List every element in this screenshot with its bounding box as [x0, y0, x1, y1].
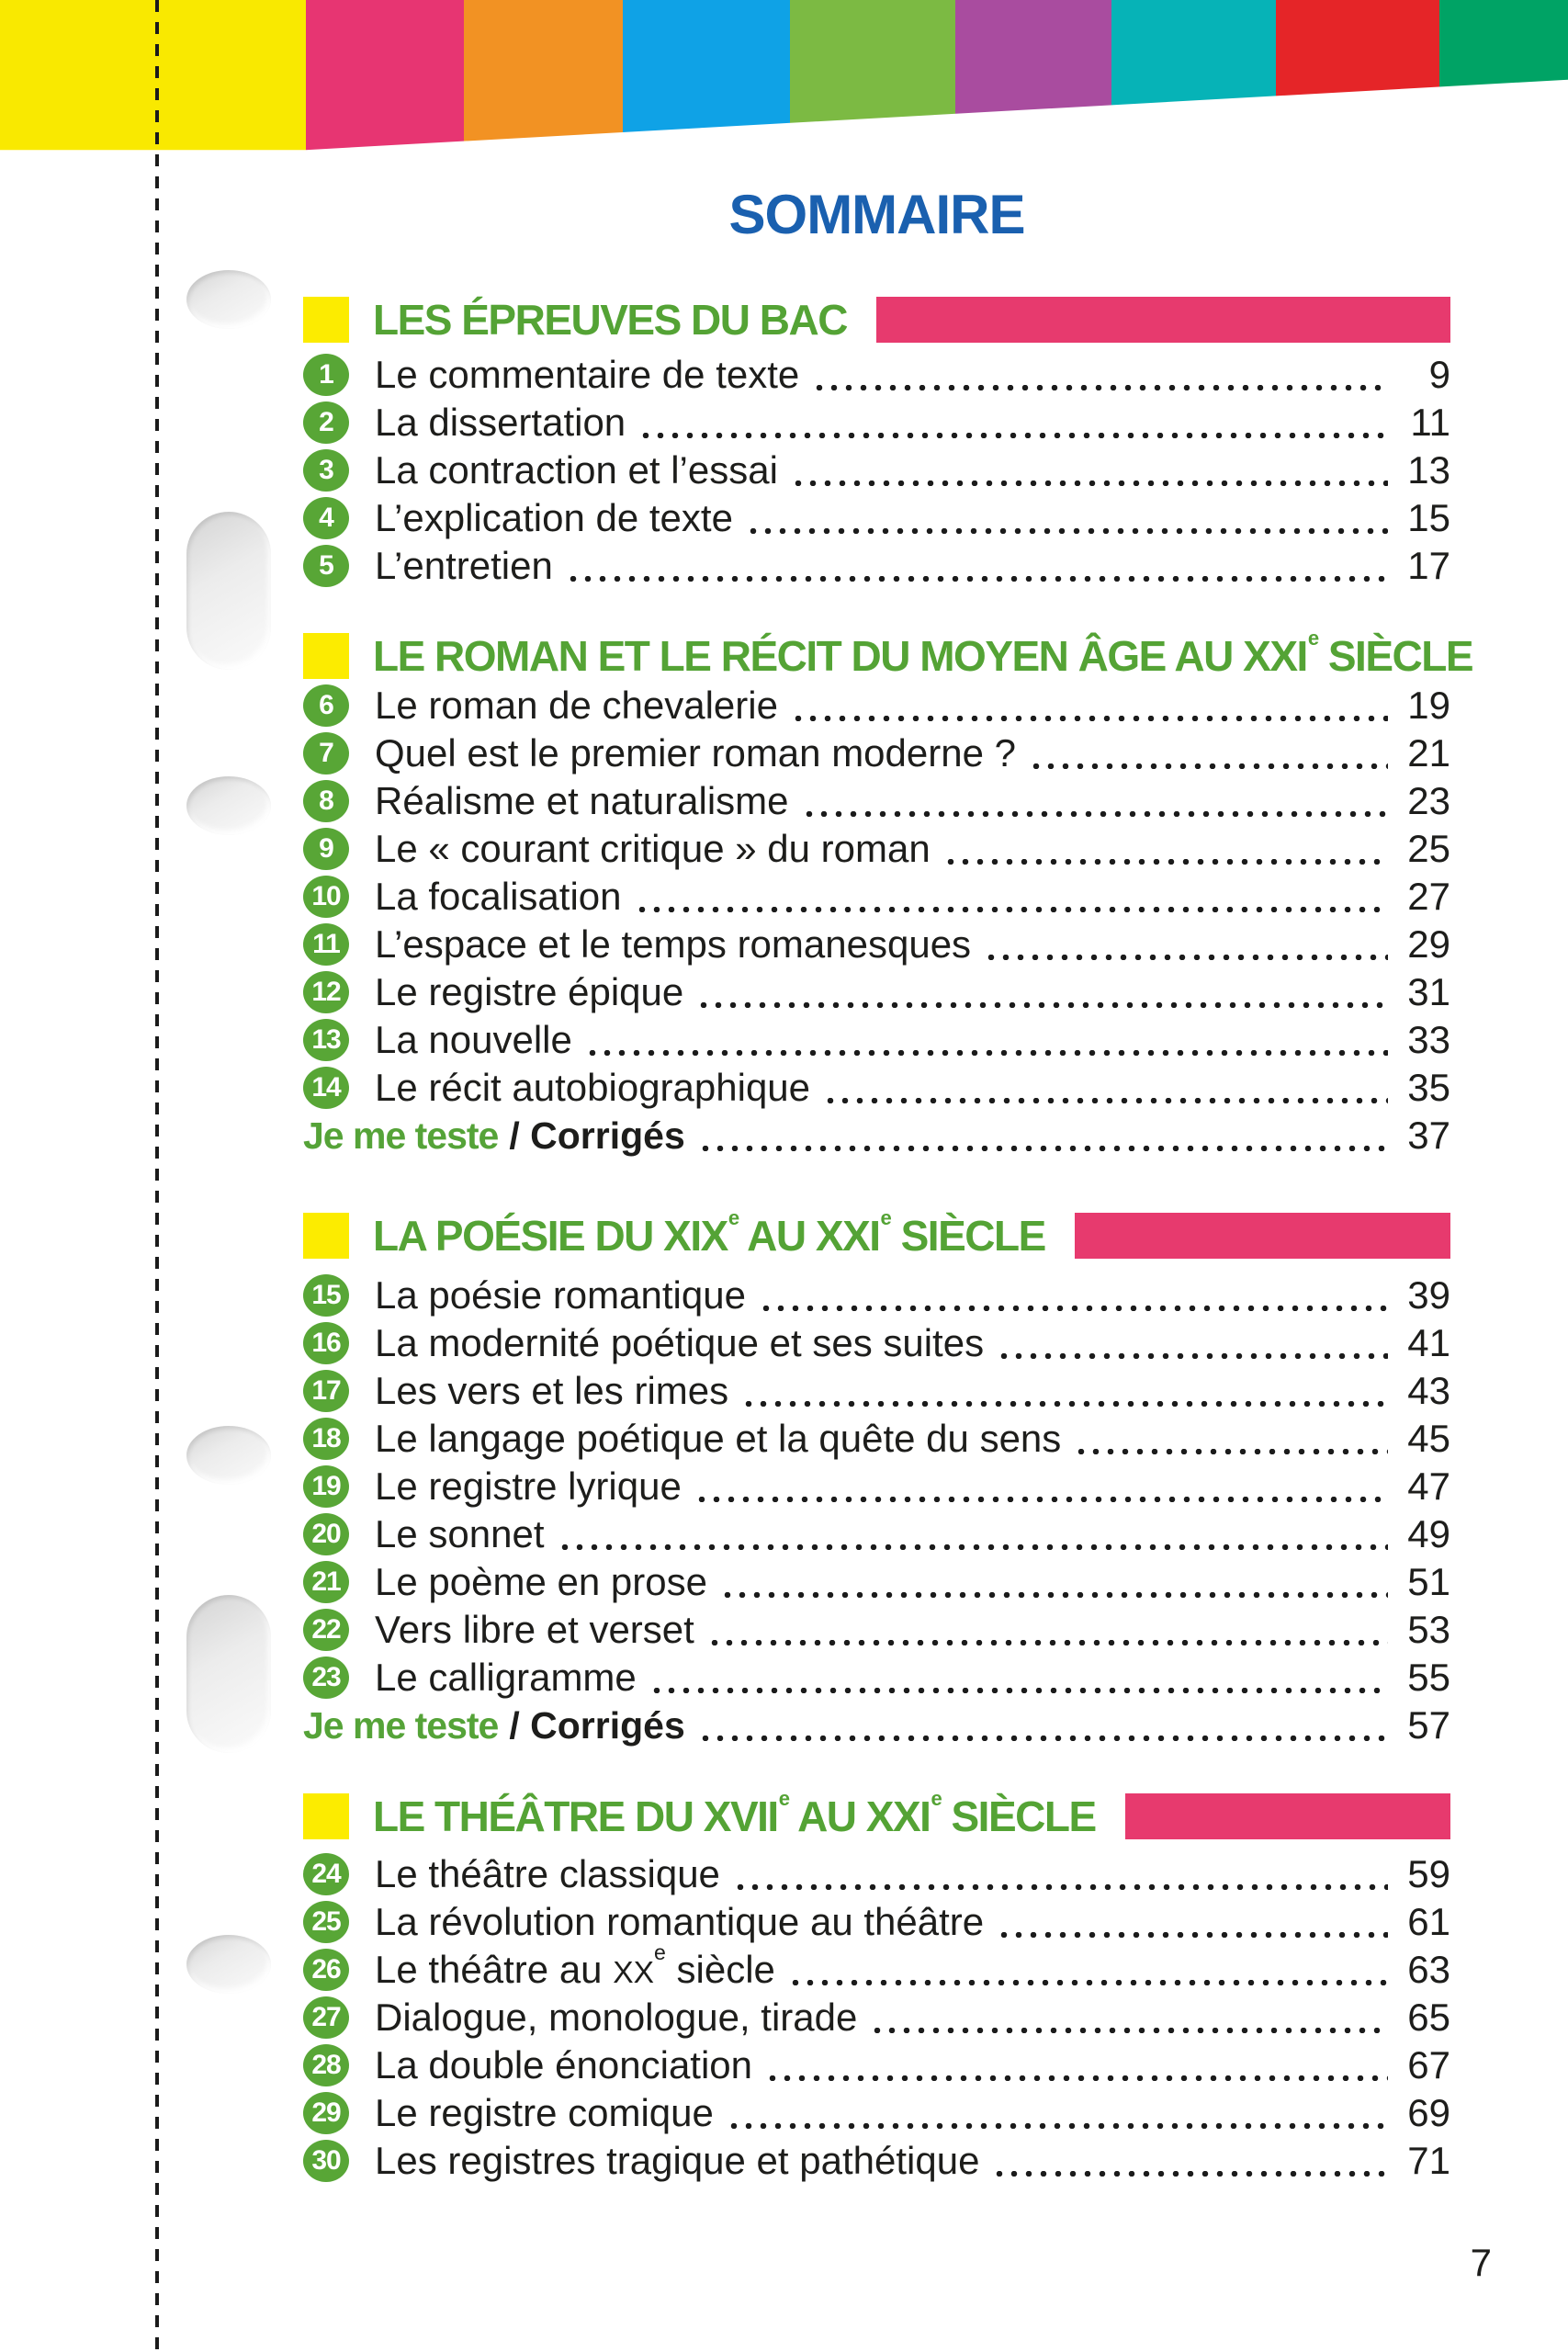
toc-entry-page: 55: [1407, 1656, 1450, 1699]
thumb-tab: [186, 1595, 271, 1753]
toc-entry-label: L’explication de texte: [375, 496, 733, 539]
toc-entry: [303, 399, 1450, 447]
chapter-number-badge: 27: [303, 1996, 349, 2039]
dot-leader: [997, 1353, 1388, 1359]
toc-entry: [303, 2041, 1450, 2089]
thumb-tab: [186, 1935, 271, 1994]
toc-entry-page: 35: [1407, 1066, 1450, 1109]
section-marker-square: [303, 1213, 349, 1259]
toc-entry-page: 25: [1407, 827, 1450, 870]
toc-entry-label: L’entretien: [375, 544, 553, 587]
dot-leader: [727, 2123, 1388, 2129]
toc-entry-page: 71: [1407, 2139, 1450, 2182]
toc-entry-page: 9: [1428, 353, 1450, 396]
dot-leader: [765, 2075, 1388, 2081]
dot-leader: [759, 1306, 1388, 1311]
toc-entry-label: Le poème en prose: [375, 1560, 707, 1603]
chapter-number-badge: 7: [303, 732, 349, 775]
toc-entry: [303, 825, 1450, 873]
toc-entry-label: La focalisation: [375, 875, 622, 918]
toc-entry: [303, 682, 1450, 729]
toc-entry-page: 65: [1407, 1996, 1450, 2039]
toc-entry-page: 23: [1407, 779, 1450, 822]
toc-entry-page: 27: [1407, 875, 1450, 918]
section-header: [303, 1787, 1450, 1842]
chapter-number-badge: 14: [303, 1067, 349, 1109]
toc-entry-label: Dialogue, monologue, tirade: [375, 1996, 858, 2039]
chapter-number-badge: 6: [303, 684, 349, 727]
chapter-number-badge: 29: [303, 2092, 349, 2134]
chapter-number-badge: 26: [303, 1949, 349, 1991]
toc-entry-label: Le « courant critique » du roman: [375, 827, 931, 870]
toc-entry-label: Le roman de chevalerie: [375, 684, 778, 727]
toc-entry: [303, 1016, 1450, 1064]
chapter-number-badge: 8: [303, 780, 349, 822]
toc-entry-label: Le commentaire de texte: [375, 353, 800, 396]
toc-entry: [303, 2137, 1450, 2185]
dot-leader: [694, 1497, 1388, 1502]
toc-entry-page: 29: [1407, 922, 1450, 966]
section-title-bar: [1075, 1213, 1450, 1259]
toc-entry-label: Quel est le premier roman moderne ?: [375, 731, 1016, 775]
toc-entry: [303, 729, 1450, 777]
toc-entry-page: 31: [1407, 970, 1450, 1013]
banner-stripe: [0, 0, 306, 156]
section-entries: [303, 682, 1450, 1159]
dot-leader: [788, 1980, 1388, 1985]
dot-leader: [791, 481, 1388, 486]
dot-leader: [733, 1884, 1388, 1890]
toc-entry-page: 33: [1407, 1018, 1450, 1061]
chapter-number-badge: 17: [303, 1370, 349, 1412]
toc-entry-page: 63: [1407, 1948, 1450, 1991]
thumb-tab: [186, 512, 271, 670]
toc-entry-page: 43: [1407, 1369, 1450, 1412]
toc-entry-page: 19: [1407, 684, 1450, 727]
toc-entry-page: 59: [1407, 1852, 1450, 1895]
chapter-number-badge: 24: [303, 1853, 349, 1895]
toc-entry-label: Les registres tragique et pathétique: [375, 2139, 980, 2182]
section-theatre: [303, 1787, 1450, 2185]
section-poesie: [303, 1206, 1450, 1749]
corriges-label: / Corrigés: [509, 1703, 685, 1747]
toc-entry: [303, 1898, 1450, 1946]
dot-leader: [698, 1146, 1388, 1151]
section-header: [303, 1206, 1450, 1261]
superscript-e: e: [931, 1787, 942, 1811]
dot-leader: [707, 1640, 1388, 1645]
toc-entry-page: 15: [1407, 496, 1450, 539]
thumb-tab: [186, 776, 271, 835]
section-header: [303, 294, 1450, 345]
chapter-number-badge: 1: [303, 354, 349, 396]
page-title: SOMMAIRE: [728, 184, 1025, 245]
toc-entry: [303, 1606, 1450, 1654]
chapter-number-badge: 15: [303, 1274, 349, 1317]
section-entries: [303, 351, 1450, 590]
dot-leader: [741, 1401, 1388, 1407]
dot-leader: [566, 576, 1388, 582]
dot-leader: [823, 1098, 1388, 1103]
section-marker-square: [303, 297, 349, 343]
self-test-label: Je me teste: [303, 1114, 499, 1157]
chapter-number-badge: 12: [303, 971, 349, 1013]
chapter-number-badge: 18: [303, 1418, 349, 1460]
toc-entry: [303, 1272, 1450, 1319]
toc-entry: [303, 494, 1450, 542]
section-title-bar: [876, 297, 1450, 343]
toc-entry: [303, 1510, 1450, 1558]
toc-entry: [303, 351, 1450, 399]
banner-stripe: [1439, 0, 1568, 156]
chapter-number-badge: 2: [303, 401, 349, 444]
self-test-entry: [303, 1112, 1450, 1159]
toc-entry: [303, 1415, 1450, 1463]
toc-entry-label: Vers libre et verset: [375, 1608, 694, 1651]
toc-entry-label: La contraction et l’essai: [375, 448, 778, 492]
toc-entry-label: Le théâtre classique: [375, 1852, 720, 1895]
toc-entry: [303, 1367, 1450, 1415]
chapter-number-badge: 13: [303, 1019, 349, 1061]
section-title: LES ÉPREUVES DU BAC: [373, 296, 847, 344]
superscript-e: e: [880, 1206, 891, 1230]
section-title-bar: [1125, 1793, 1450, 1839]
toc-entry: [303, 1654, 1450, 1702]
chapter-number-badge: 11: [303, 923, 349, 966]
section-roman-recit: [303, 627, 1473, 1159]
toc-entry-label: La révolution romantique au théâtre: [375, 1900, 985, 1943]
toc-entry-label: La poésie romantique: [375, 1273, 746, 1317]
toc-entry-label: Le langage poétique et la quête du sens: [375, 1417, 1062, 1460]
chapter-number-badge: 28: [303, 2044, 349, 2086]
dot-leader: [720, 1592, 1388, 1598]
toc-entry-label: Le sonnet: [375, 1512, 545, 1555]
dot-leader: [870, 2028, 1388, 2033]
section-title: LE THÉÂTRE DU XVIIe AU XXIe SIÈCLE: [373, 1787, 1096, 1840]
toc-entry-page: 45: [1407, 1417, 1450, 1460]
toc-entry: [303, 1994, 1450, 2041]
dot-leader: [649, 1688, 1388, 1693]
toc-entry-label: Le registre lyrique: [375, 1464, 682, 1508]
chapter-number-badge: 19: [303, 1465, 349, 1508]
toc-entry-label: L’espace et le temps romanesques: [375, 922, 972, 966]
chapter-number-badge: 4: [303, 497, 349, 539]
section-entries: [303, 1850, 1450, 2185]
superscript-e: e: [728, 1206, 739, 1230]
section-title: LA POÉSIE DU XIXe AU XXIe SIÈCLE: [373, 1206, 1045, 1260]
toc-entry-label: Le registre comique: [375, 2091, 714, 2134]
toc-entry-label: La double énonciation: [375, 2043, 753, 2086]
dot-leader: [943, 859, 1388, 865]
section-marker-square: [303, 633, 349, 679]
toc-entry-label: La modernité poétique et ses suites: [375, 1321, 985, 1364]
toc-entry: [303, 1319, 1450, 1367]
dot-leader: [558, 1544, 1389, 1550]
toc-entry: [303, 1064, 1450, 1112]
toc-entry: [303, 1463, 1450, 1510]
dot-leader: [802, 811, 1388, 817]
dot-leader: [812, 385, 1388, 390]
chapter-number-badge: 5: [303, 545, 349, 587]
dot-leader: [635, 907, 1388, 912]
toc-entry: [303, 1558, 1450, 1606]
superscript-e: e: [654, 1939, 666, 1964]
toc-entry-page: 21: [1407, 731, 1450, 775]
toc-entry: [303, 1850, 1450, 1898]
toc-entry-page: 67: [1407, 2043, 1450, 2086]
self-test-label: Je me teste: [303, 1703, 499, 1747]
toc-entry: [303, 1939, 1450, 1994]
spine-dashed-line: [155, 0, 159, 2352]
toc-entry: [303, 873, 1450, 921]
toc-entry-page: 51: [1407, 1560, 1450, 1603]
chapter-number-badge: 23: [303, 1657, 349, 1699]
section-entries: [303, 1272, 1450, 1749]
chapter-number-badge: 9: [303, 828, 349, 870]
toc-entry: [303, 2089, 1450, 2137]
superscript-e: e: [778, 1787, 789, 1811]
toc-entry-page: 57: [1407, 1703, 1450, 1747]
toc-entry-label: Le récit autobiographique: [375, 1066, 811, 1109]
toc-entry-page: 41: [1407, 1321, 1450, 1364]
thumb-tab: [186, 1426, 271, 1485]
chapter-number-badge: 30: [303, 2140, 349, 2182]
dot-leader: [696, 1002, 1388, 1008]
toc-entry-page: 61: [1407, 1900, 1450, 1943]
toc-entry: [303, 968, 1450, 1016]
thumb-tab: [186, 270, 271, 329]
self-test-entry: [303, 1702, 1450, 1749]
toc-entry-label: Réalisme et naturalisme: [375, 779, 789, 822]
toc-entry-page: 37: [1407, 1114, 1450, 1157]
chapter-number-badge: 21: [303, 1561, 349, 1603]
toc-entry-label: Le théâtre au XXe siècle: [375, 1939, 775, 1991]
chapter-number-badge: 3: [303, 449, 349, 492]
toc-entry-label: La dissertation: [375, 401, 626, 444]
section-marker-square: [303, 1793, 349, 1839]
dot-leader: [698, 1736, 1388, 1741]
toc-entry-page: 53: [1407, 1608, 1450, 1651]
toc-entry-label: Le calligramme: [375, 1656, 637, 1699]
page-number: 7: [1470, 2241, 1492, 2284]
toc-entry-page: 47: [1407, 1464, 1450, 1508]
chapter-number-badge: 16: [303, 1322, 349, 1364]
chapter-number-badge: 20: [303, 1513, 349, 1555]
toc-entry: [303, 542, 1450, 590]
dot-leader: [638, 433, 1388, 438]
toc-entry-page: 13: [1407, 448, 1450, 492]
toc-entry: [303, 921, 1450, 968]
toc-entry: [303, 447, 1450, 494]
chapter-number-badge: 22: [303, 1609, 349, 1651]
toc-entry-page: 39: [1407, 1273, 1450, 1317]
dot-leader: [997, 1932, 1388, 1938]
toc-entry-label: Les vers et les rimes: [375, 1369, 729, 1412]
toc-entry-page: 69: [1407, 2091, 1450, 2134]
dot-leader: [992, 2171, 1388, 2177]
dot-leader: [585, 1050, 1388, 1056]
section-epreuves-du-bac: [303, 294, 1450, 590]
dot-leader: [1074, 1449, 1388, 1454]
chapter-number-badge: 25: [303, 1901, 349, 1943]
small-caps-century: XX: [613, 1956, 654, 1990]
dot-leader: [984, 955, 1388, 960]
toc-entry-page: 49: [1407, 1512, 1450, 1555]
corriges-label: / Corrigés: [509, 1114, 685, 1157]
dot-leader: [1029, 763, 1388, 769]
toc-entry: [303, 777, 1450, 825]
toc-entry-label: La nouvelle: [375, 1018, 572, 1061]
table-of-contents: [303, 0, 1473, 2185]
dot-leader: [746, 528, 1388, 534]
section-title: LE ROMAN ET LE RÉCIT DU MOYEN ÂGE AU XXIe SIÈCLE: [373, 627, 1473, 680]
superscript-e: e: [1307, 627, 1318, 650]
dot-leader: [791, 716, 1388, 721]
toc-entry-label: Le registre épique: [375, 970, 684, 1013]
section-header: [303, 627, 1473, 682]
toc-entry-page: 11: [1410, 401, 1450, 444]
toc-entry-page: 17: [1407, 544, 1450, 587]
chapter-number-badge: 10: [303, 876, 349, 918]
